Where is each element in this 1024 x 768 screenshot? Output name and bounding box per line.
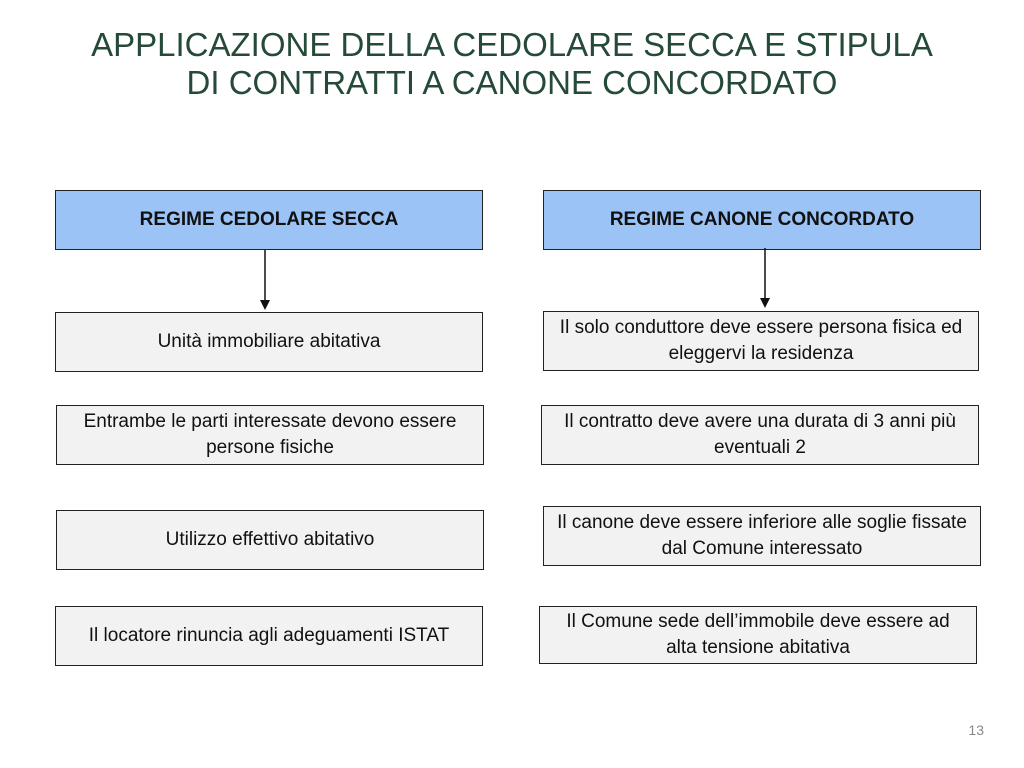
slide-title-line-2: DI CONTRATTI A CANONE CONCORDATO	[186, 64, 838, 101]
slide-title	[0, 26, 1024, 102]
left-arrow-down-icon	[258, 250, 272, 310]
right-header-box: REGIME CANONE CONCORDATO	[543, 190, 981, 250]
right-item-3: Il canone deve essere inferiore alle soglie fissate dal Comune interessato	[543, 506, 981, 566]
right-item-4: Il Comune sede dell’immobile deve essere ad alta tensione abitativa	[539, 606, 977, 664]
left-item-3: Utilizzo effettivo abitativo	[56, 510, 484, 570]
left-item-4: Il locatore rinuncia agli adeguamenti ISTAT	[55, 606, 483, 666]
left-header-box: REGIME CEDOLARE SECCA	[55, 190, 483, 250]
left-item-1: Unità immobiliare abitativa	[55, 312, 483, 372]
left-item-2: Entrambe le parti interessate devono essere persone fisiche	[56, 405, 484, 465]
slide-title-line-1: APPLICAZIONE DELLA CEDOLARE SECCA E STIPULA	[91, 26, 933, 63]
right-arrow-down-icon	[758, 248, 772, 308]
right-item-2: Il contratto deve avere una durata di 3 anni più eventuali 2	[541, 405, 979, 465]
right-item-1: Il solo conduttore deve essere persona fisica ed eleggervi la residenza	[543, 311, 979, 371]
page-number: 13	[968, 722, 984, 738]
